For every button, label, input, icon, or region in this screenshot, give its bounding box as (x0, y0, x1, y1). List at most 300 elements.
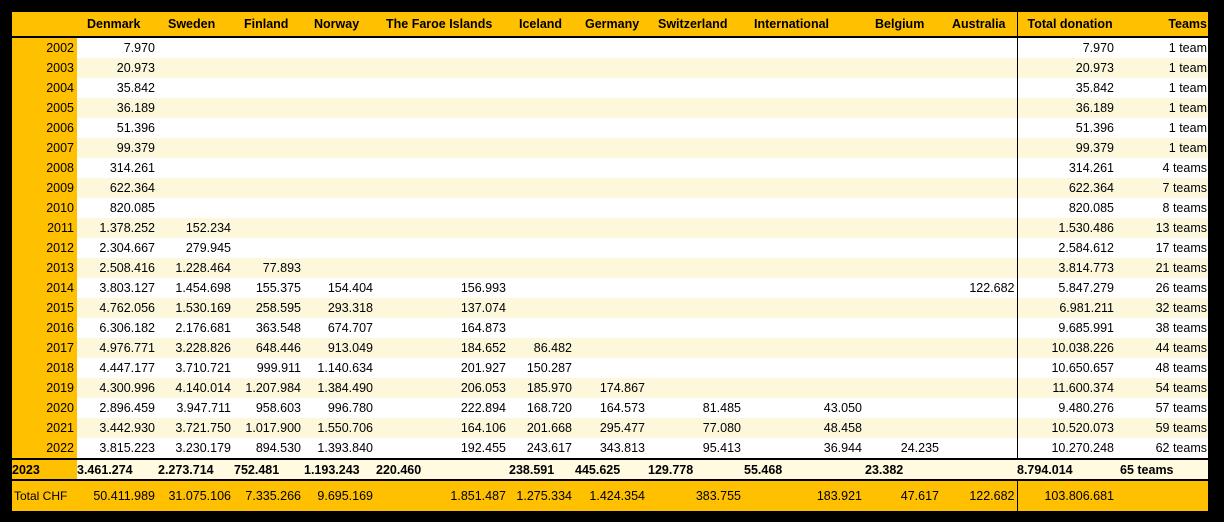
cell-australia[interactable] (942, 338, 1017, 358)
cell-belgium[interactable]: 47.617 (865, 480, 942, 511)
cell-iceland[interactable]: 185.970 (509, 378, 575, 398)
cell-germany[interactable] (575, 338, 648, 358)
cell-belgium[interactable] (865, 318, 942, 338)
cell-norway[interactable]: 913.049 (304, 338, 376, 358)
cell-faroe-islands[interactable] (376, 258, 509, 278)
year-cell[interactable]: 2019 (12, 378, 77, 398)
cell-switzerland[interactable]: 383.755 (648, 480, 744, 511)
cell-germany[interactable] (575, 298, 648, 318)
year-cell[interactable]: 2015 (12, 298, 77, 318)
cell-sweden[interactable] (158, 178, 234, 198)
cell-sweden[interactable]: 1.228.464 (158, 258, 234, 278)
cell-germany[interactable] (575, 358, 648, 378)
cell-belgium[interactable] (865, 398, 942, 418)
cell-faroe-islands[interactable] (376, 138, 509, 158)
cell-finland[interactable] (234, 218, 304, 238)
year-cell[interactable]: 2020 (12, 398, 77, 418)
cell-norway[interactable] (304, 158, 376, 178)
cell-sweden[interactable]: 279.945 (158, 238, 234, 258)
cell-australia[interactable] (942, 459, 1017, 480)
cell-international[interactable] (744, 158, 865, 178)
cell-international[interactable] (744, 238, 865, 258)
cell-faroe-islands[interactable]: 206.053 (376, 378, 509, 398)
cell-norway[interactable] (304, 78, 376, 98)
cell-belgium[interactable] (865, 118, 942, 138)
cell-teams[interactable]: 13 teams (1120, 218, 1208, 238)
cell-faroe-islands[interactable] (376, 37, 509, 58)
cell-iceland[interactable]: 201.668 (509, 418, 575, 438)
cell-sweden[interactable] (158, 198, 234, 218)
year-cell[interactable]: 2017 (12, 338, 77, 358)
cell-norway[interactable] (304, 58, 376, 78)
cell-sweden[interactable]: 4.140.014 (158, 378, 234, 398)
cell-switzerland[interactable]: 129.778 (648, 459, 744, 480)
year-cell[interactable]: Total CHF (12, 480, 77, 511)
cell-denmark[interactable]: 4.447.177 (77, 358, 158, 378)
cell-sweden[interactable]: 3.230.179 (158, 438, 234, 459)
cell-teams[interactable]: 48 teams (1120, 358, 1208, 378)
cell-international[interactable] (744, 358, 865, 378)
cell-total[interactable]: 36.189 (1017, 98, 1120, 118)
cell-total[interactable]: 11.600.374 (1017, 378, 1120, 398)
col-header-teams[interactable]: Teams (1120, 12, 1208, 37)
cell-finland[interactable]: 363.548 (234, 318, 304, 338)
cell-belgium[interactable] (865, 98, 942, 118)
cell-total[interactable]: 1.530.486 (1017, 218, 1120, 238)
cell-finland[interactable]: 155.375 (234, 278, 304, 298)
cell-norway[interactable]: 674.707 (304, 318, 376, 338)
cell-international[interactable] (744, 58, 865, 78)
cell-international[interactable]: 36.944 (744, 438, 865, 459)
cell-international[interactable] (744, 318, 865, 338)
cell-sweden[interactable] (158, 78, 234, 98)
cell-finland[interactable]: 752.481 (234, 459, 304, 480)
cell-norway[interactable]: 9.695.169 (304, 480, 376, 511)
cell-teams[interactable]: 54 teams (1120, 378, 1208, 398)
cell-australia[interactable] (942, 438, 1017, 459)
cell-finland[interactable]: 77.893 (234, 258, 304, 278)
cell-finland[interactable] (234, 118, 304, 138)
cell-iceland[interactable] (509, 178, 575, 198)
cell-international[interactable]: 183.921 (744, 480, 865, 511)
cell-iceland[interactable] (509, 37, 575, 58)
cell-sweden[interactable]: 3.710.721 (158, 358, 234, 378)
cell-international[interactable]: 55.468 (744, 459, 865, 480)
cell-belgium[interactable] (865, 37, 942, 58)
cell-australia[interactable] (942, 198, 1017, 218)
cell-teams[interactable]: 1 team (1120, 138, 1208, 158)
cell-iceland[interactable] (509, 138, 575, 158)
cell-germany[interactable] (575, 158, 648, 178)
cell-faroe-islands[interactable]: 220.460 (376, 459, 509, 480)
cell-switzerland[interactable] (648, 118, 744, 138)
cell-australia[interactable] (942, 118, 1017, 138)
year-cell[interactable]: 2010 (12, 198, 77, 218)
cell-australia[interactable]: 122.682 (942, 480, 1017, 511)
cell-total[interactable]: 9.480.276 (1017, 398, 1120, 418)
cell-faroe-islands[interactable]: 164.106 (376, 418, 509, 438)
cell-australia[interactable] (942, 378, 1017, 398)
cell-denmark[interactable]: 51.396 (77, 118, 158, 138)
cell-belgium[interactable] (865, 298, 942, 318)
cell-faroe-islands[interactable] (376, 118, 509, 138)
cell-sweden[interactable] (158, 37, 234, 58)
year-cell[interactable]: 2022 (12, 438, 77, 459)
cell-iceland[interactable] (509, 218, 575, 238)
cell-sweden[interactable]: 3.721.750 (158, 418, 234, 438)
cell-finland[interactable] (234, 238, 304, 258)
cell-teams[interactable]: 65 teams (1120, 459, 1208, 480)
col-header-iceland[interactable]: Iceland (509, 12, 575, 37)
year-cell[interactable]: 2021 (12, 418, 77, 438)
cell-faroe-islands[interactable] (376, 58, 509, 78)
cell-iceland[interactable]: 243.617 (509, 438, 575, 459)
cell-sweden[interactable]: 1.454.698 (158, 278, 234, 298)
cell-finland[interactable] (234, 198, 304, 218)
cell-iceland[interactable] (509, 278, 575, 298)
cell-total[interactable]: 9.685.991 (1017, 318, 1120, 338)
cell-total[interactable]: 7.970 (1017, 37, 1120, 58)
cell-teams[interactable]: 1 team (1120, 78, 1208, 98)
cell-australia[interactable] (942, 218, 1017, 238)
cell-norway[interactable] (304, 178, 376, 198)
cell-teams[interactable]: 1 team (1120, 37, 1208, 58)
cell-denmark[interactable]: 50.411.989 (77, 480, 158, 511)
year-cell[interactable]: 2018 (12, 358, 77, 378)
cell-norway[interactable]: 996.780 (304, 398, 376, 418)
cell-iceland[interactable] (509, 98, 575, 118)
cell-germany[interactable] (575, 178, 648, 198)
cell-total[interactable]: 99.379 (1017, 138, 1120, 158)
cell-finland[interactable]: 648.446 (234, 338, 304, 358)
cell-teams[interactable] (1120, 480, 1208, 511)
cell-iceland[interactable] (509, 58, 575, 78)
year-cell[interactable]: 2012 (12, 238, 77, 258)
cell-iceland[interactable]: 238.591 (509, 459, 575, 480)
cell-denmark[interactable]: 314.261 (77, 158, 158, 178)
cell-international[interactable] (744, 98, 865, 118)
cell-international[interactable]: 48.458 (744, 418, 865, 438)
cell-international[interactable] (744, 37, 865, 58)
cell-australia[interactable] (942, 178, 1017, 198)
cell-australia[interactable] (942, 238, 1017, 258)
cell-teams[interactable]: 8 teams (1120, 198, 1208, 218)
cell-teams[interactable]: 44 teams (1120, 338, 1208, 358)
cell-finland[interactable] (234, 98, 304, 118)
cell-teams[interactable]: 59 teams (1120, 418, 1208, 438)
cell-germany[interactable] (575, 318, 648, 338)
cell-belgium[interactable] (865, 238, 942, 258)
cell-norway[interactable]: 1.384.490 (304, 378, 376, 398)
cell-teams[interactable]: 1 team (1120, 58, 1208, 78)
cell-denmark[interactable]: 3.442.930 (77, 418, 158, 438)
cell-belgium[interactable] (865, 278, 942, 298)
cell-switzerland[interactable] (648, 138, 744, 158)
cell-sweden[interactable]: 31.075.106 (158, 480, 234, 511)
cell-belgium[interactable] (865, 338, 942, 358)
cell-iceland[interactable] (509, 118, 575, 138)
cell-australia[interactable] (942, 78, 1017, 98)
cell-finland[interactable]: 258.595 (234, 298, 304, 318)
cell-iceland[interactable] (509, 198, 575, 218)
cell-sweden[interactable] (158, 158, 234, 178)
cell-international[interactable]: 43.050 (744, 398, 865, 418)
year-cell[interactable]: 2008 (12, 158, 77, 178)
cell-belgium[interactable] (865, 158, 942, 178)
cell-australia[interactable] (942, 418, 1017, 438)
cell-belgium[interactable] (865, 358, 942, 378)
cell-sweden[interactable]: 3.947.711 (158, 398, 234, 418)
cell-sweden[interactable] (158, 98, 234, 118)
cell-germany[interactable] (575, 238, 648, 258)
cell-total[interactable]: 10.270.248 (1017, 438, 1120, 459)
cell-germany[interactable]: 1.424.354 (575, 480, 648, 511)
col-header-sweden[interactable]: Sweden (158, 12, 234, 37)
cell-international[interactable] (744, 178, 865, 198)
cell-total[interactable]: 622.364 (1017, 178, 1120, 198)
cell-norway[interactable] (304, 37, 376, 58)
cell-norway[interactable] (304, 238, 376, 258)
cell-total[interactable]: 8.794.014 (1017, 459, 1120, 480)
cell-germany[interactable] (575, 58, 648, 78)
cell-germany[interactable]: 445.625 (575, 459, 648, 480)
col-header-denmark[interactable]: Denmark (77, 12, 158, 37)
cell-total[interactable]: 35.842 (1017, 78, 1120, 98)
cell-teams[interactable]: 62 teams (1120, 438, 1208, 459)
cell-total[interactable]: 20.973 (1017, 58, 1120, 78)
cell-teams[interactable]: 57 teams (1120, 398, 1208, 418)
cell-faroe-islands[interactable] (376, 198, 509, 218)
cell-teams[interactable]: 21 teams (1120, 258, 1208, 278)
year-cell[interactable]: 2002 (12, 37, 77, 58)
cell-australia[interactable] (942, 158, 1017, 178)
cell-norway[interactable] (304, 258, 376, 278)
cell-total[interactable]: 10.650.657 (1017, 358, 1120, 378)
year-cell[interactable]: 2007 (12, 138, 77, 158)
cell-norway[interactable]: 293.318 (304, 298, 376, 318)
cell-total[interactable]: 314.261 (1017, 158, 1120, 178)
year-cell[interactable]: 2009 (12, 178, 77, 198)
cell-denmark[interactable]: 3.803.127 (77, 278, 158, 298)
cell-finland[interactable]: 958.603 (234, 398, 304, 418)
year-cell[interactable]: 2011 (12, 218, 77, 238)
year-cell[interactable]: 2014 (12, 278, 77, 298)
cell-finland[interactable]: 1.207.984 (234, 378, 304, 398)
cell-australia[interactable] (942, 58, 1017, 78)
cell-iceland[interactable] (509, 78, 575, 98)
cell-denmark[interactable]: 4.976.771 (77, 338, 158, 358)
cell-faroe-islands[interactable]: 164.873 (376, 318, 509, 338)
cell-teams[interactable]: 32 teams (1120, 298, 1208, 318)
cell-germany[interactable] (575, 78, 648, 98)
col-header-belgium[interactable]: Belgium (865, 12, 942, 37)
cell-denmark[interactable]: 36.189 (77, 98, 158, 118)
cell-total[interactable]: 820.085 (1017, 198, 1120, 218)
cell-switzerland[interactable]: 81.485 (648, 398, 744, 418)
cell-switzerland[interactable] (648, 358, 744, 378)
cell-finland[interactable]: 1.017.900 (234, 418, 304, 438)
year-cell[interactable]: 2013 (12, 258, 77, 278)
cell-switzerland[interactable] (648, 198, 744, 218)
cell-denmark[interactable]: 1.378.252 (77, 218, 158, 238)
cell-sweden[interactable]: 3.228.826 (158, 338, 234, 358)
cell-belgium[interactable] (865, 78, 942, 98)
cell-iceland[interactable]: 1.275.334 (509, 480, 575, 511)
cell-sweden[interactable]: 2.273.714 (158, 459, 234, 480)
cell-germany[interactable] (575, 37, 648, 58)
cell-international[interactable] (744, 118, 865, 138)
cell-belgium[interactable] (865, 218, 942, 238)
cell-australia[interactable] (942, 298, 1017, 318)
cell-switzerland[interactable] (648, 158, 744, 178)
cell-australia[interactable]: 122.682 (942, 278, 1017, 298)
cell-norway[interactable] (304, 118, 376, 138)
cell-denmark[interactable]: 622.364 (77, 178, 158, 198)
cell-international[interactable] (744, 198, 865, 218)
cell-norway[interactable]: 154.404 (304, 278, 376, 298)
cell-denmark[interactable]: 35.842 (77, 78, 158, 98)
cell-switzerland[interactable] (648, 178, 744, 198)
cell-denmark[interactable]: 4.300.996 (77, 378, 158, 398)
cell-teams[interactable]: 26 teams (1120, 278, 1208, 298)
cell-norway[interactable]: 1.193.243 (304, 459, 376, 480)
cell-faroe-islands[interactable]: 222.894 (376, 398, 509, 418)
cell-iceland[interactable] (509, 318, 575, 338)
cell-switzerland[interactable] (648, 378, 744, 398)
cell-germany[interactable]: 174.867 (575, 378, 648, 398)
cell-switzerland[interactable] (648, 238, 744, 258)
cell-sweden[interactable]: 152.234 (158, 218, 234, 238)
cell-total[interactable]: 51.396 (1017, 118, 1120, 138)
cell-finland[interactable]: 999.911 (234, 358, 304, 378)
header-corner[interactable] (12, 12, 77, 37)
col-header-australia[interactable]: Australia (942, 12, 1017, 37)
cell-finland[interactable] (234, 37, 304, 58)
cell-faroe-islands[interactable]: 137.074 (376, 298, 509, 318)
cell-international[interactable] (744, 218, 865, 238)
cell-australia[interactable] (942, 98, 1017, 118)
cell-norway[interactable] (304, 98, 376, 118)
cell-norway[interactable]: 1.393.840 (304, 438, 376, 459)
cell-belgium[interactable]: 23.382 (865, 459, 942, 480)
cell-norway[interactable] (304, 198, 376, 218)
col-header-norway[interactable]: Norway (304, 12, 376, 37)
cell-germany[interactable] (575, 218, 648, 238)
cell-germany[interactable]: 164.573 (575, 398, 648, 418)
cell-finland[interactable] (234, 138, 304, 158)
cell-denmark[interactable]: 99.379 (77, 138, 158, 158)
year-cell[interactable]: 2004 (12, 78, 77, 98)
cell-finland[interactable] (234, 178, 304, 198)
cell-denmark[interactable]: 4.762.056 (77, 298, 158, 318)
cell-total[interactable]: 2.584.612 (1017, 238, 1120, 258)
cell-faroe-islands[interactable] (376, 238, 509, 258)
cell-belgium[interactable] (865, 178, 942, 198)
year-cell[interactable]: 2006 (12, 118, 77, 138)
cell-iceland[interactable]: 150.287 (509, 358, 575, 378)
cell-denmark[interactable]: 2.508.416 (77, 258, 158, 278)
cell-faroe-islands[interactable]: 1.851.487 (376, 480, 509, 511)
col-header-total-donation[interactable]: Total donation (1017, 12, 1120, 37)
cell-total[interactable]: 5.847.279 (1017, 278, 1120, 298)
cell-faroe-islands[interactable] (376, 178, 509, 198)
cell-norway[interactable] (304, 138, 376, 158)
cell-sweden[interactable] (158, 118, 234, 138)
cell-faroe-islands[interactable] (376, 98, 509, 118)
cell-denmark[interactable]: 3.815.223 (77, 438, 158, 459)
cell-teams[interactable]: 1 team (1120, 118, 1208, 138)
col-header-international[interactable]: International (744, 12, 865, 37)
col-header-germany[interactable]: Germany (575, 12, 648, 37)
cell-belgium[interactable]: 24.235 (865, 438, 942, 459)
cell-norway[interactable]: 1.140.634 (304, 358, 376, 378)
cell-switzerland[interactable] (648, 318, 744, 338)
cell-australia[interactable] (942, 398, 1017, 418)
cell-australia[interactable] (942, 37, 1017, 58)
cell-belgium[interactable] (865, 138, 942, 158)
cell-switzerland[interactable] (648, 298, 744, 318)
cell-total[interactable]: 10.520.073 (1017, 418, 1120, 438)
cell-belgium[interactable] (865, 418, 942, 438)
cell-international[interactable] (744, 258, 865, 278)
cell-norway[interactable] (304, 218, 376, 238)
cell-germany[interactable] (575, 198, 648, 218)
cell-faroe-islands[interactable] (376, 78, 509, 98)
cell-denmark[interactable]: 6.306.182 (77, 318, 158, 338)
cell-faroe-islands[interactable]: 156.993 (376, 278, 509, 298)
cell-sweden[interactable] (158, 138, 234, 158)
cell-sweden[interactable]: 2.176.681 (158, 318, 234, 338)
cell-total[interactable]: 3.814.773 (1017, 258, 1120, 278)
cell-australia[interactable] (942, 258, 1017, 278)
cell-sweden[interactable] (158, 58, 234, 78)
cell-teams[interactable]: 7 teams (1120, 178, 1208, 198)
cell-belgium[interactable] (865, 58, 942, 78)
col-header-switzerland[interactable]: Switzerland (648, 12, 744, 37)
cell-switzerland[interactable] (648, 37, 744, 58)
cell-iceland[interactable]: 86.482 (509, 338, 575, 358)
cell-switzerland[interactable]: 77.080 (648, 418, 744, 438)
cell-international[interactable] (744, 378, 865, 398)
cell-australia[interactable] (942, 358, 1017, 378)
cell-switzerland[interactable] (648, 218, 744, 238)
cell-iceland[interactable] (509, 258, 575, 278)
cell-denmark[interactable]: 2.896.459 (77, 398, 158, 418)
cell-denmark[interactable]: 2.304.667 (77, 238, 158, 258)
cell-finland[interactable]: 7.335.266 (234, 480, 304, 511)
cell-denmark[interactable]: 7.970 (77, 37, 158, 58)
cell-switzerland[interactable] (648, 278, 744, 298)
cell-germany[interactable]: 295.477 (575, 418, 648, 438)
cell-teams[interactable]: 17 teams (1120, 238, 1208, 258)
cell-norway[interactable]: 1.550.706 (304, 418, 376, 438)
cell-belgium[interactable] (865, 378, 942, 398)
cell-denmark[interactable]: 20.973 (77, 58, 158, 78)
cell-switzerland[interactable] (648, 58, 744, 78)
cell-total[interactable]: 103.806.681 (1017, 480, 1120, 511)
cell-total[interactable]: 10.038.226 (1017, 338, 1120, 358)
cell-australia[interactable] (942, 138, 1017, 158)
cell-international[interactable] (744, 338, 865, 358)
cell-germany[interactable]: 343.813 (575, 438, 648, 459)
cell-germany[interactable] (575, 138, 648, 158)
col-header-faroe-islands[interactable]: The Faroe Islands (376, 12, 509, 37)
cell-faroe-islands[interactable]: 192.455 (376, 438, 509, 459)
year-cell[interactable]: 2003 (12, 58, 77, 78)
cell-switzerland[interactable] (648, 98, 744, 118)
cell-total[interactable]: 6.981.211 (1017, 298, 1120, 318)
cell-switzerland[interactable]: 95.413 (648, 438, 744, 459)
